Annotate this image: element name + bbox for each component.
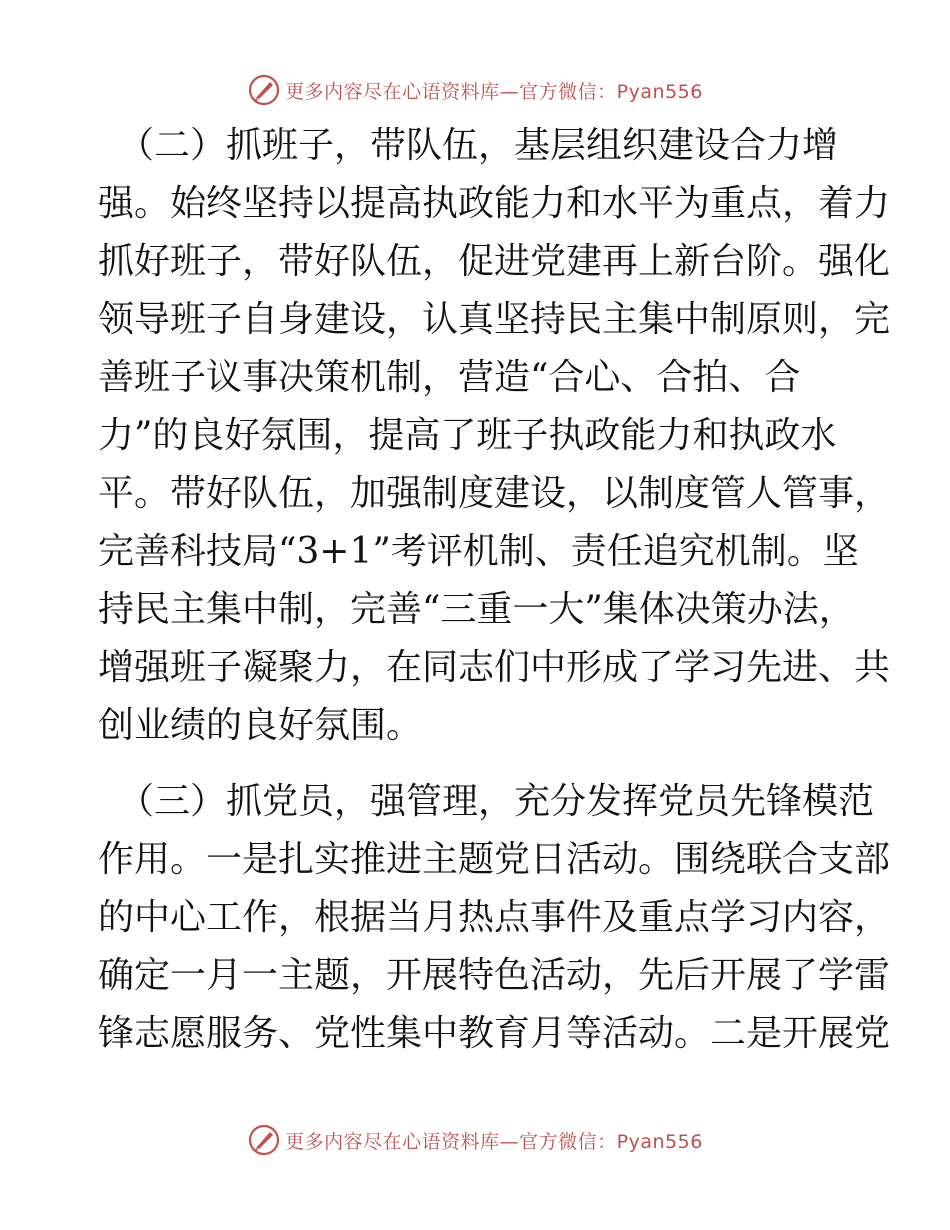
text-line: 平。带好队伍，加强制度建设，以制度管人管事，	[98, 473, 891, 514]
text-line: 的中心工作，根据当月热点事件及重点学习内容，	[98, 897, 891, 938]
quill-pen-logo-icon	[247, 73, 281, 107]
text-line: 善班子议事决策机制，营造“合心、合拍、合	[98, 357, 801, 398]
text-line: （三）抓党员，强管理，充分发挥党员先锋模范	[118, 781, 875, 822]
quill-pen-logo-icon	[247, 1123, 281, 1157]
banner-text: 更多内容尽在心语资料库—官方微信：Pyan556	[285, 1130, 703, 1153]
text-line: 抓好班子，带好队伍，促进党建再上新台阶。强化	[98, 241, 891, 282]
text-line: 增强班子凝聚力，在同志们中形成了学习先进、共	[98, 647, 891, 688]
paragraph-3	[98, 773, 891, 1063]
text-line: 强。始终坚持以提高执政能力和水平为重点，着力	[98, 183, 891, 224]
text-line: 作用。一是扎实推进主题党日活动。围绕联合支部	[98, 839, 891, 880]
text-line: 领导班子自身建设，认真坚持民主集中制原则，完	[98, 299, 891, 340]
text-line: 锋志愿服务、党性集中教育月等活动。二是开展党	[98, 1013, 891, 1054]
paragraph-2	[98, 117, 891, 755]
footer-banner	[0, 1120, 950, 1160]
text-line: 创业绩的良好氛围。	[98, 705, 423, 746]
text-line: 力”的良好氛围，提高了班子执政能力和执政水	[98, 415, 837, 456]
text-line: 确定一月一主题，开展特色活动，先后开展了学雷	[98, 955, 891, 996]
document-body	[98, 117, 891, 1063]
text-line: 持民主集中制，完善“三重一大”集体决策办法，	[98, 589, 855, 630]
text-line: 完善科技局“3+1”考评机制、责任追究机制。坚	[98, 531, 859, 572]
header-banner	[0, 70, 950, 110]
banner-text: 更多内容尽在心语资料库—官方微信：Pyan556	[285, 80, 703, 103]
text-line: （二）抓班子，带队伍，基层组织建设合力增	[118, 125, 839, 166]
